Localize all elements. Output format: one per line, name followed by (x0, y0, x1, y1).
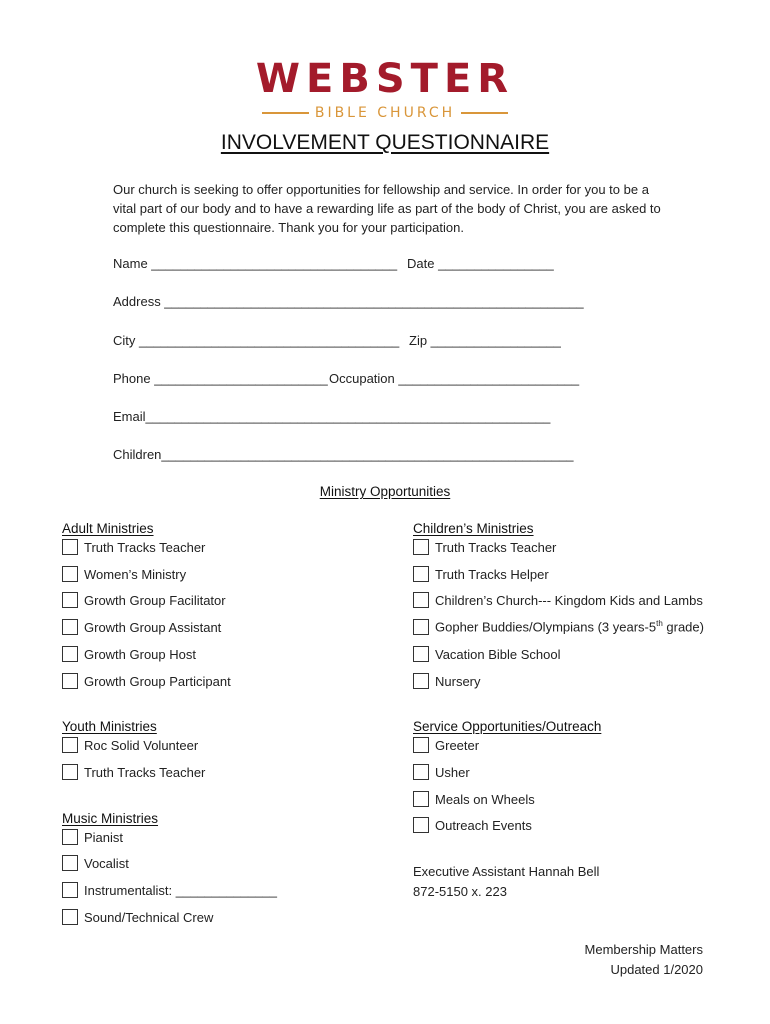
youth-ministries-title: Youth Ministries (62, 719, 157, 734)
youth-item-truth-tracks-teacher[interactable]: Truth Tracks Teacher (62, 764, 205, 780)
phone-field[interactable]: Phone ________________________ (113, 371, 328, 386)
adult-item-womens-ministry[interactable]: Women’s Ministry (62, 566, 186, 582)
address-field[interactable]: Address __________________________________________________________ (113, 294, 584, 309)
contact-phone: 872-5150 x. 223 (413, 884, 507, 899)
intro-paragraph: Our church is seeking to offer opportunities for fellowship and service. In order for you to be a vital part of our body and to have a rewarding life as part of the body of Christ, you are asked to complete this questionnaire. Thank you for your participation. (113, 182, 661, 235)
checkbox[interactable] (413, 566, 429, 582)
checkbox[interactable] (62, 882, 78, 898)
adult-item-growth-group-participant[interactable]: Growth Group Participant (62, 673, 231, 689)
logo-subtitle (262, 104, 508, 122)
youth-item-roc-solid-volunteer[interactable]: Roc Solid Volunteer (62, 737, 198, 753)
children-field[interactable]: Children_________________________________________________________ (113, 447, 574, 462)
checkbox[interactable] (413, 791, 429, 807)
checkbox[interactable] (413, 673, 429, 689)
name-field[interactable]: Name __________________________________ (113, 256, 398, 271)
checkbox[interactable] (413, 539, 429, 555)
adult-item-growth-group-host[interactable]: Growth Group Host (62, 646, 196, 662)
checkbox[interactable] (62, 619, 78, 635)
checkbox[interactable] (62, 566, 78, 582)
logo-wordmark: WEBSTER (255, 56, 515, 102)
city-field[interactable]: City ____________________________________ (113, 333, 400, 348)
footer-updated: Updated 1/2020 (610, 962, 703, 977)
ministry-opportunities-heading: Ministry Opportunities (319, 484, 451, 499)
music-item-instrumentalist[interactable]: Instrumentalist: ______________ (62, 882, 277, 898)
logo-subtitle-text: BIBLE CHURCH (314, 105, 456, 121)
checkbox[interactable] (413, 619, 429, 635)
checkbox[interactable] (62, 855, 78, 871)
music-item-vocalist[interactable]: Vocalist (62, 855, 129, 871)
music-item-pianist[interactable]: Pianist (62, 829, 123, 845)
childrens-item-truth-tracks-teacher[interactable]: Truth Tracks Teacher (413, 539, 556, 555)
adult-item-growth-group-assistant[interactable]: Growth Group Assistant (62, 619, 221, 635)
service-item-usher[interactable]: Usher (413, 764, 470, 780)
childrens-item-childrens-church[interactable]: Children’s Church--- Kingdom Kids and Lambs (413, 592, 703, 608)
service-item-outreach-events[interactable]: Outreach Events (413, 817, 532, 833)
music-item-sound-technical-crew[interactable]: Sound/Technical Crew (62, 909, 213, 925)
date-field[interactable]: Date ________________ (407, 256, 554, 271)
service-item-meals-on-wheels[interactable]: Meals on Wheels (413, 791, 535, 807)
zip-field[interactable]: Zip __________________ (409, 333, 561, 348)
document-title: INVOLVEMENT QUESTIONNAIRE (220, 131, 550, 154)
childrens-item-truth-tracks-helper[interactable]: Truth Tracks Helper (413, 566, 549, 582)
checkbox[interactable] (62, 764, 78, 780)
checkbox[interactable] (62, 539, 78, 555)
logo-rule-right (461, 112, 508, 114)
checkbox[interactable] (62, 909, 78, 925)
adult-ministries-title: Adult Ministries (62, 521, 154, 536)
childrens-item-vacation-bible-school[interactable]: Vacation Bible School (413, 646, 561, 662)
service-item-greeter[interactable]: Greeter (413, 737, 479, 753)
checkbox[interactable] (413, 817, 429, 833)
occupation-field[interactable]: Occupation _________________________ (329, 371, 580, 386)
childrens-item-gopher-buddies[interactable]: Gopher Buddies/Olympians (3 years-5th grade) (413, 619, 704, 635)
checkbox[interactable] (62, 592, 78, 608)
checkbox[interactable] (62, 829, 78, 845)
adult-item-truth-tracks-teacher[interactable]: Truth Tracks Teacher (62, 539, 205, 555)
checkbox[interactable] (62, 646, 78, 662)
logo-rule-left (262, 112, 309, 114)
checkbox[interactable] (62, 673, 78, 689)
childrens-item-nursery[interactable]: Nursery (413, 673, 481, 689)
checkbox[interactable] (413, 592, 429, 608)
checkbox[interactable] (413, 737, 429, 753)
childrens-ministries-title: Children’s Ministries (413, 521, 534, 536)
checkbox[interactable] (413, 646, 429, 662)
checkbox[interactable] (62, 737, 78, 753)
checkbox[interactable] (413, 764, 429, 780)
music-ministries-title: Music Ministries (62, 811, 159, 826)
contact-name: Executive Assistant Hannah Bell (413, 864, 600, 879)
contact-block (413, 862, 599, 902)
adult-item-growth-group-facilitator[interactable]: Growth Group Facilitator (62, 592, 226, 608)
email-field[interactable]: Email________________________________________________________ (113, 409, 551, 424)
service-opportunities-title: Service Opportunities/Outreach (413, 719, 602, 734)
footer-block (585, 940, 703, 980)
footer-membership: Membership Matters (584, 942, 703, 957)
